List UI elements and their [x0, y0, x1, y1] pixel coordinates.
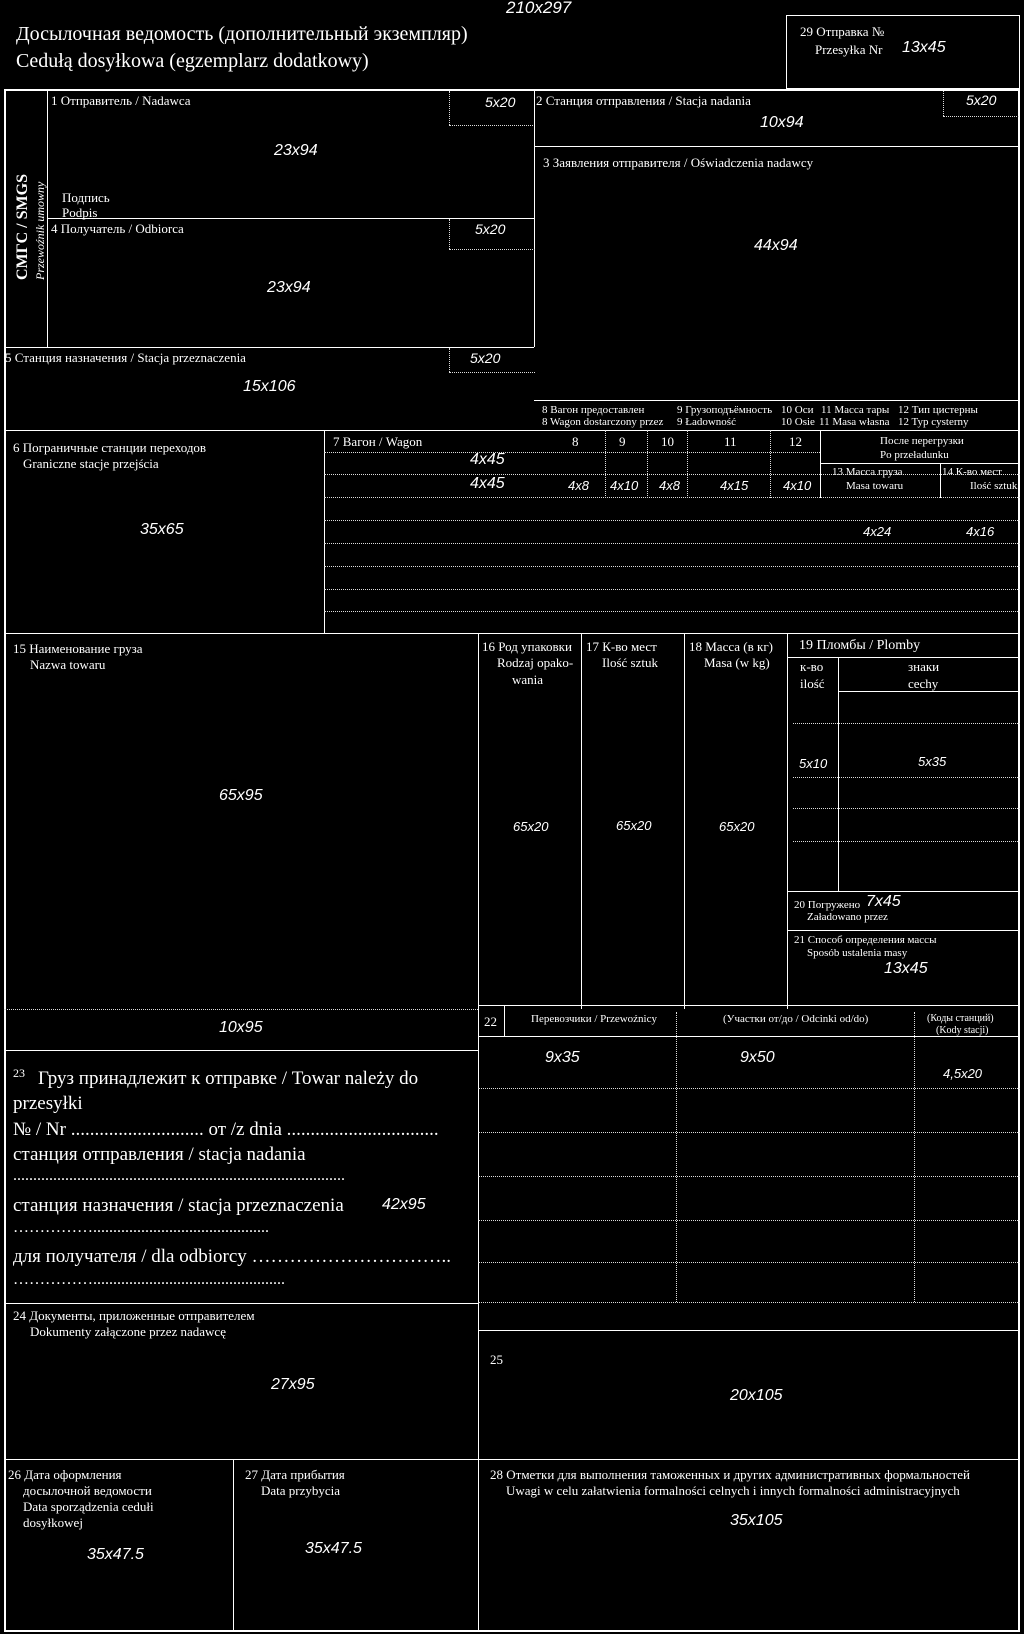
- box19-grid-h-1: [793, 723, 1020, 724]
- box26-l2: досылочной ведомости: [23, 1483, 152, 1498]
- after-reload-ru: После перегрузки: [880, 435, 964, 447]
- box26-27-divider: [233, 1459, 234, 1632]
- box6-7-divider: [324, 430, 325, 633]
- box20-label-ru: 20 Погружено: [794, 899, 861, 911]
- col10-size: 4x8: [659, 478, 680, 493]
- col8-pl: 8 Wagon dostarczony przez: [542, 416, 664, 428]
- box7-grid-v-3: [687, 430, 688, 498]
- col10-pl: 10 Osie: [781, 416, 815, 428]
- box27-size: 35x47.5: [305, 1540, 362, 1557]
- box23-size-top: 10x95: [219, 1019, 263, 1036]
- box19-grid-h-3: [793, 808, 1020, 809]
- box22-size-a: 9x35: [545, 1049, 580, 1066]
- box19-qty-pl: ilość: [800, 676, 825, 691]
- box13-label-pl: Masa towaru: [846, 480, 904, 492]
- box19-mark-ru: знаки: [908, 659, 940, 674]
- box16-label-pl2: wania: [512, 672, 544, 687]
- col11-size: 4x15: [720, 478, 749, 493]
- box4-divider-v: [449, 219, 450, 249]
- box25-num: 25: [490, 1352, 503, 1367]
- box7-size-1: 4x45: [470, 451, 505, 468]
- box7-col8: 8: [572, 434, 579, 449]
- box7-col9: 9: [619, 434, 626, 449]
- col12-size: 4x10: [783, 478, 812, 493]
- box7-size-2: 4x45: [470, 475, 505, 492]
- box26-size: 35x47.5: [87, 1546, 144, 1563]
- box24-size: 27x95: [271, 1376, 315, 1393]
- box7-label: 7 Вагон / Wagon: [333, 434, 423, 449]
- box23-line9[interactable]: ……………................................................: [13, 1272, 285, 1287]
- box1-sign-pl: Podpis: [62, 205, 98, 220]
- box23-line8[interactable]: для получателя / dla odbiorcy …………………………..: [13, 1246, 452, 1267]
- box23-top: [4, 1050, 478, 1051]
- col12-pl: 12 Typ cysterny: [898, 416, 969, 428]
- box22-codes-ru: (Коды станций): [927, 1013, 994, 1024]
- box21-label-ru: 21 Способ определения массы: [794, 934, 937, 946]
- box19-grid-h-4: [793, 841, 1020, 842]
- box23-line6: станция назначения / stacja przeznaczenia: [13, 1195, 344, 1216]
- box22-num-divider: [504, 1005, 505, 1036]
- box5-small: 5x20: [470, 350, 501, 366]
- box16-label-ru: 16 Род упаковки: [482, 639, 572, 654]
- box19-label: 19 Пломбы / Plomby: [799, 638, 921, 653]
- box23-line7[interactable]: ……………............................................: [13, 1220, 269, 1235]
- box1-size: 23x94: [274, 142, 318, 159]
- box26-l3: Data sporządzenia cedułi: [23, 1499, 154, 1514]
- bottom-row-top: [4, 1459, 1020, 1460]
- box22-num: 22: [484, 1014, 497, 1029]
- box7-col11: 11: [724, 434, 737, 449]
- col8-size: 4x8: [568, 478, 589, 493]
- box19-grid-h-2: [793, 777, 1020, 778]
- box26-l1: 26 Дата оформления: [8, 1467, 122, 1482]
- box22-grid-h-4: [478, 1220, 1020, 1221]
- box23-line2: przesyłki: [13, 1093, 83, 1114]
- box23-line5[interactable]: ...................................................................................: [13, 1168, 345, 1183]
- box22-head-line: [478, 1036, 1020, 1037]
- box15-label-ru: 15 Наименование груза: [13, 641, 143, 656]
- box3-label: 3 Заявления отправителя / Oświadczenia nadawcy: [543, 155, 814, 170]
- box24-top: [4, 1303, 478, 1304]
- box29-size: 13x45: [902, 39, 946, 56]
- box6-label-pl: Graniczne stacje przejścia: [23, 456, 159, 471]
- box6-7-top: [4, 430, 1020, 431]
- box1-label: 1 Отправитель / Nadawca: [51, 93, 191, 108]
- carrier-label: Przewoźnik umowny: [33, 181, 47, 280]
- box18-label-ru: 18 Масса (в кг): [689, 639, 773, 654]
- box16-size: 65x20: [513, 819, 549, 834]
- box15-16-divider: [478, 633, 479, 1009]
- box23-line4: станция отправления / stacja nadania: [13, 1144, 306, 1165]
- box23-line1: Груз принадлежит к отправке / Towar należy do: [38, 1068, 419, 1089]
- box2-size: 10x94: [760, 114, 804, 131]
- box6-label-ru: 6 Пограничные станции переходов: [13, 440, 207, 455]
- box7-grid-h-6: [324, 566, 1020, 567]
- box22-sections: (Участки от/до / Odcinki od/do): [723, 1013, 869, 1025]
- box29-label-pl: Przesyłka Nr: [815, 42, 883, 57]
- box6-size: 35x65: [140, 521, 184, 538]
- main-frame: [4, 89, 1020, 1632]
- box23-dotted-top: [4, 1009, 478, 1010]
- box18-label-pl: Masa (w kg): [704, 655, 770, 670]
- box21-top: [787, 930, 1020, 931]
- box7-grid-v-1: [605, 430, 606, 498]
- box18-19-divider: [787, 633, 788, 1009]
- box19-size-a: 5x10: [799, 756, 828, 771]
- left-right-divider: [534, 89, 535, 347]
- col12-ru: 12 Тип цистерны: [898, 404, 978, 416]
- box20-top: [787, 891, 1020, 892]
- box7-col10: 10: [661, 434, 674, 449]
- col9-ru: 9 Грузоподъёмность: [677, 404, 773, 416]
- box25-top: [478, 1330, 1020, 1331]
- box22-grid-h-3: [478, 1176, 1020, 1177]
- box1-box4-line: [47, 218, 534, 219]
- box4-divider-h: [449, 249, 535, 250]
- box7-grid-h-1: [324, 452, 820, 453]
- box22-grid-h-6: [478, 1302, 1020, 1303]
- smgs-label: СМГС / SMGS: [14, 174, 31, 280]
- box1-small: 5x20: [485, 94, 516, 110]
- box7-grid-h-4: [324, 520, 1020, 521]
- box17-18-divider: [684, 633, 685, 1009]
- after-reload-divider: [820, 430, 821, 498]
- col8-ru: 8 Вагон предоставлен: [542, 404, 645, 416]
- box28-l1: 28 Отметки для выполнения таможенных и других административных формальностей: [490, 1467, 970, 1482]
- box15-size: 65x95: [219, 787, 263, 804]
- box19-size-b: 5x35: [918, 754, 947, 769]
- box15-label-pl: Nazwa towaru: [30, 657, 106, 672]
- box7-grid-h-5: [324, 543, 1020, 544]
- box26-l4: dosyłkowej: [23, 1515, 83, 1530]
- box29-label-ru: 29 Отправка №: [800, 24, 885, 39]
- after-reload-sub-line: [820, 463, 1020, 464]
- box21-size: 13x45: [884, 960, 928, 977]
- box28-l2: Uwagi w celu załatwienia formalności celnych i innych formalności administracyjnych: [506, 1483, 960, 1498]
- box5-size: 15x106: [243, 378, 296, 395]
- box2-divider-h: [943, 116, 1019, 117]
- box14-label-pl: Ilość sztuk: [970, 480, 1018, 492]
- box4-small: 5x20: [475, 221, 506, 237]
- box27-l1: 27 Дата прибытия: [245, 1467, 345, 1482]
- box23-num: 23: [13, 1066, 25, 1080]
- box4-box5-line: [4, 347, 534, 348]
- box5-divider-h: [449, 372, 535, 373]
- col11-ru: 11 Масса тары: [821, 404, 890, 416]
- col11-pl: 11 Masa własna: [819, 416, 890, 428]
- col10-ru: 10 Оси: [781, 404, 814, 416]
- box25-size: 20x105: [730, 1387, 783, 1404]
- box19-head-line: [787, 657, 1020, 658]
- box14-size: 4x16: [966, 524, 995, 539]
- box4-size: 23x94: [267, 279, 311, 296]
- box20-label-pl: Załadowano przez: [807, 911, 888, 923]
- box17-label-pl: Ilość sztuk: [602, 655, 658, 670]
- box22-grid-v-1: [676, 1012, 677, 1302]
- col9-pl: 9 Ładowność: [677, 416, 736, 428]
- box13-label-ru: 13 Масса груза: [832, 466, 903, 478]
- page-size-label: 210x297: [506, 0, 572, 17]
- box5-divider-v: [449, 348, 450, 372]
- box22-grid-h-5: [478, 1262, 1020, 1263]
- title-pl: Cedułą dosyłkowa (egzemplarz dodatkowy): [16, 50, 369, 72]
- box27-28-divider: [478, 1459, 479, 1632]
- box14-label-ru: 14 К-во мест: [942, 466, 1002, 478]
- box7-grid-h-3: [324, 497, 1020, 498]
- box24-label-ru: 24 Документы, приложенные отправителем: [13, 1308, 255, 1323]
- box1-divider-h: [449, 125, 535, 126]
- box7-grid-h-8: [324, 611, 1020, 612]
- box22-codes-pl: (Kody stacji): [936, 1025, 989, 1036]
- box20-size: 7x45: [866, 893, 901, 910]
- box19-row-line: [838, 691, 1020, 692]
- box3-size: 44x94: [754, 237, 798, 254]
- box2-label: 2 Станция отправления / Stacja nadania: [536, 93, 751, 108]
- box22-size-b: 9x50: [740, 1049, 775, 1066]
- box19-col-divider: [838, 657, 839, 891]
- box16-label-pl1: Rodzaj opako-: [497, 655, 574, 670]
- box16-17-divider: [581, 633, 582, 1009]
- box7-col12: 12: [789, 434, 802, 449]
- box7-grid-h-7: [324, 589, 1020, 590]
- box7-grid-h-2: [324, 474, 1020, 475]
- box7-grid-v-2: [647, 430, 648, 498]
- box1-sign-ru: Подпись: [62, 190, 110, 205]
- box22-grid-h-1: [478, 1088, 1020, 1089]
- box22-grid-h-2: [478, 1132, 1020, 1133]
- box28-size: 35x105: [730, 1512, 783, 1529]
- box19-qty-ru: к-во: [800, 659, 824, 674]
- wagon-head-top: [534, 400, 1020, 401]
- box13-size: 4x24: [863, 524, 892, 539]
- box27-l2: Data przybycia: [261, 1483, 341, 1498]
- box5-label: 5 Станция назначения / Stacja przeznaczenia: [5, 350, 246, 365]
- title-ru: Досылочная ведомость (дополнительный экземпляр): [16, 23, 468, 45]
- box7-grid-v-4: [770, 430, 771, 498]
- box19-mark-pl: cechy: [908, 676, 939, 691]
- box17-size: 65x20: [616, 818, 652, 833]
- after-reload-pl: Po przeładunku: [880, 449, 949, 461]
- box23-size: 42x95: [382, 1196, 426, 1213]
- mass-count-divider: [940, 463, 941, 498]
- box4-label: 4 Получатель / Odbiorca: [51, 221, 184, 236]
- box22-size-c: 4,5x20: [943, 1066, 983, 1081]
- box22-23-divider: [478, 1005, 479, 1459]
- box18-size: 65x20: [719, 819, 755, 834]
- box22-grid-v-2: [914, 1012, 915, 1302]
- col9-size: 4x10: [610, 478, 639, 493]
- box2-divider-v: [943, 91, 944, 116]
- box17-label-ru: 17 К-во мест: [586, 639, 657, 654]
- box22-top: [478, 1005, 1020, 1006]
- box2-small: 5x20: [966, 92, 997, 108]
- box21-label-pl: Sposób ustalenia masy: [807, 947, 908, 959]
- box15-row-top: [4, 633, 1020, 634]
- box1-divider-v: [449, 91, 450, 125]
- box23-line3[interactable]: № / Nr ............................ от /z dnia ................................: [13, 1119, 439, 1140]
- box22-carriers: Перевозчики / Przewoźnicy: [531, 1013, 657, 1025]
- box2-box3-line: [534, 146, 1020, 147]
- box24-label-pl: Dokumenty załączone przez nadawcę: [30, 1324, 226, 1339]
